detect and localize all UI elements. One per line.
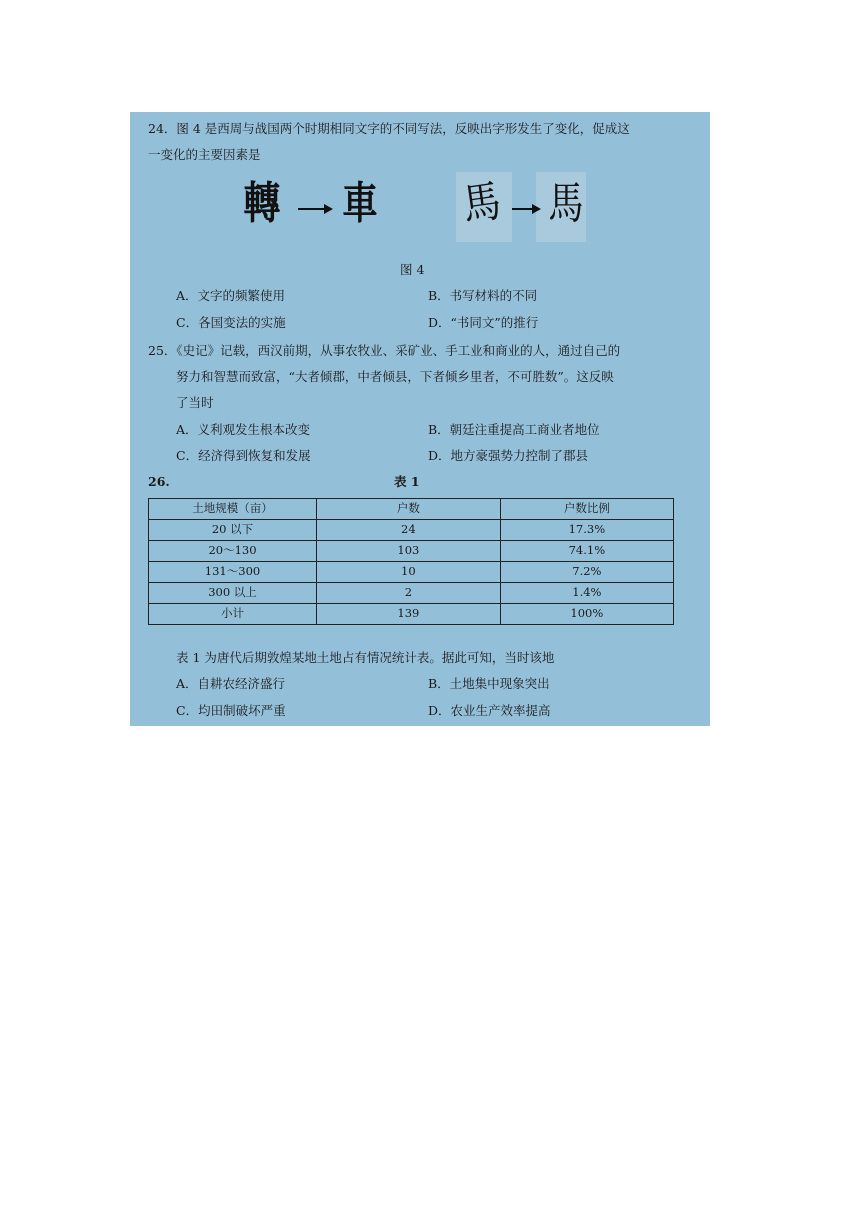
table-row bbox=[149, 604, 674, 625]
table-cell: 7.2% bbox=[500, 562, 673, 583]
q26-stem: 表 1 为唐代后期敦煌某地土地占有情况统计表。据此可知，当时该地 bbox=[176, 650, 555, 665]
table-cell: 1.4% bbox=[500, 583, 673, 604]
figure-pair-che bbox=[240, 174, 380, 244]
table-cell: 24 bbox=[317, 520, 501, 541]
q24-line1: 24．图 4 是西周与战国两个时期相同文字的不同写法，反映出字形发生了变化，促成这 bbox=[148, 121, 630, 136]
standard-ma-glyph: 馬 bbox=[548, 178, 584, 229]
q25-option-d: D．地方豪强势力控制了郡县 bbox=[428, 448, 589, 463]
arrow-icon bbox=[324, 204, 333, 214]
scanned-exam-page bbox=[130, 112, 710, 726]
figure-caption: 图 4 bbox=[400, 262, 425, 277]
table-cell: 20～130 bbox=[149, 541, 317, 562]
q24-option-b: B．书写材料的不同 bbox=[428, 288, 538, 303]
q26-option-a: A．自耕农经济盛行 bbox=[176, 676, 286, 691]
q25-line3: 了当时 bbox=[176, 395, 214, 410]
q25-line2: 努力和智慧而致富，“大者倾郡，中者倾县，下者倾乡里者，不可胜数”。这反映 bbox=[176, 369, 614, 384]
table-header-row bbox=[149, 499, 674, 520]
table-cell: 17.3% bbox=[500, 520, 673, 541]
q26-number: 26. bbox=[148, 474, 170, 489]
arrow-line bbox=[298, 208, 324, 210]
table-row bbox=[149, 520, 674, 541]
ancient-che-glyph: 轉 bbox=[243, 178, 281, 229]
q25-option-b: B．朝廷注重提高工商业者地位 bbox=[428, 422, 600, 437]
land-ownership-table bbox=[148, 498, 674, 625]
column-header-ratio: 户数比例 bbox=[500, 499, 673, 520]
table-cell: 139 bbox=[317, 604, 501, 625]
table-cell: 2 bbox=[317, 583, 501, 604]
table-title: 表 1 bbox=[394, 474, 420, 489]
q25-option-c: C．经济得到恢复和发展 bbox=[176, 448, 311, 463]
table-row bbox=[149, 562, 674, 583]
table-cell: 131～300 bbox=[149, 562, 317, 583]
table-cell: 100% bbox=[500, 604, 673, 625]
table-cell: 300 以上 bbox=[149, 583, 317, 604]
column-header-households: 户数 bbox=[317, 499, 501, 520]
table-cell: 小计 bbox=[149, 604, 317, 625]
q26-option-c: C．均田制破坏严重 bbox=[176, 703, 286, 718]
figure-pair-ma bbox=[460, 174, 590, 244]
arrow-line bbox=[512, 208, 532, 210]
table-row bbox=[149, 541, 674, 562]
ancient-ma-glyph: 馬 bbox=[459, 175, 504, 232]
arrow-icon bbox=[532, 204, 541, 214]
q24-stem bbox=[148, 116, 700, 168]
standard-che-glyph: 車 bbox=[342, 178, 378, 229]
table-cell: 20 以下 bbox=[149, 520, 317, 541]
table-cell: 10 bbox=[317, 562, 501, 583]
column-header-land-size: 土地规模（亩） bbox=[149, 499, 317, 520]
q25-stem bbox=[148, 338, 700, 416]
table-cell: 103 bbox=[317, 541, 501, 562]
q24-line2: 一变化的主要因素是 bbox=[148, 147, 261, 162]
q25-line1: 25．《史记》记载，西汉前期，从事农牧业、采矿业、手工业和商业的人，通过自己的 bbox=[148, 343, 621, 358]
table-cell: 74.1% bbox=[500, 541, 673, 562]
q24-option-a: A．文字的频繁使用 bbox=[176, 288, 286, 303]
q26-option-d: D．农业生产效率提高 bbox=[428, 703, 551, 718]
q24-option-d: D．“书同文”的推行 bbox=[428, 315, 539, 330]
q25-option-a: A．义利观发生根本改变 bbox=[176, 422, 311, 437]
q26-option-b: B．土地集中现象突出 bbox=[428, 676, 550, 691]
q24-option-c: C．各国变法的实施 bbox=[176, 315, 286, 330]
table-row bbox=[149, 583, 674, 604]
